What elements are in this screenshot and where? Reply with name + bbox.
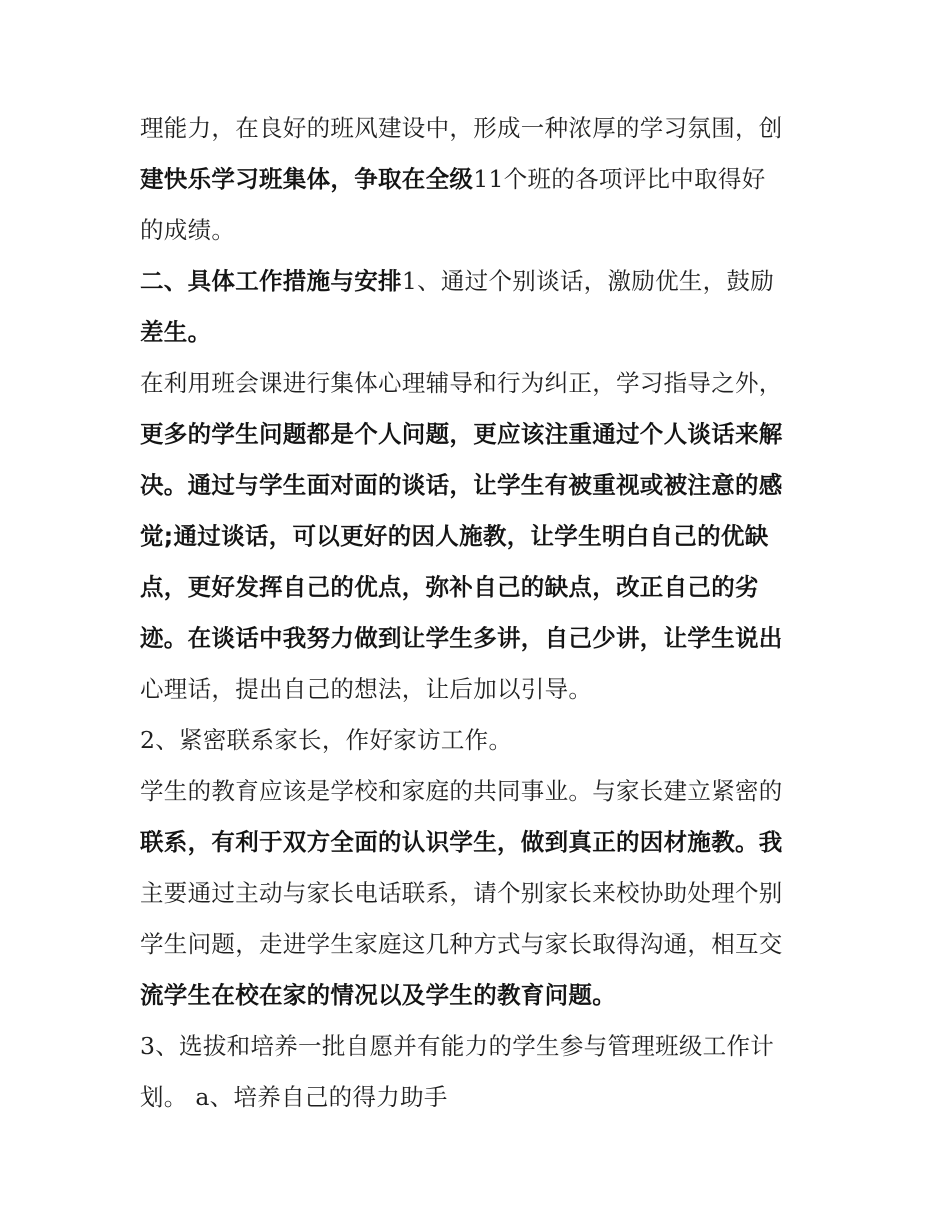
text-line (140, 664, 820, 715)
text-line (140, 154, 820, 205)
text-line (140, 817, 820, 868)
text-segment: 1、通过个别谈话，激励优生，鼓励 (401, 267, 775, 295)
text-segment: 11个班的各项评比中取得好 (473, 165, 766, 193)
text-segment: 建快乐学习班集体，争取在全级 (140, 165, 474, 193)
text-segment: 点，更好发挥自己的优点，弥补自己的缺点，改正自己的劣 (140, 573, 759, 601)
text-line (140, 409, 820, 460)
text-segment: 差生。 (140, 318, 212, 346)
text-line (140, 307, 820, 358)
text-segment: 2、紧密联系家长，作好家访工作。 (140, 726, 513, 754)
text-line (140, 562, 820, 613)
text-line (140, 715, 820, 766)
text-segment: 心理话，提出自己的想法，让后加以引导。 (140, 675, 593, 703)
text-line (140, 868, 820, 919)
text-line (140, 205, 820, 256)
text-segment: 二、具体工作措施与安排 (140, 267, 402, 295)
text-segment: 联系，有利于双方全面的认识学生，做到真正的因材施教。我 (140, 828, 783, 856)
text-segment: 3、选拔和培养一批自愿并有能力的学生参与管理班级工作计 (140, 1032, 775, 1060)
text-segment: 更多的学生问题都是个人问题，更应该注重通过个人谈话来解 (140, 420, 783, 448)
text-segment: 迹。在谈话中我努力做到让学生多讲，自己少讲，让学生说出 (140, 624, 783, 652)
text-line (140, 256, 820, 307)
text-segment: 学生的教育应该是学校和家庭的共同事业。与家长建立紧密的 (140, 777, 783, 805)
text-segment: 划。 a、培养自己的得力助手 (140, 1083, 448, 1111)
text-segment: 主要通过主动与家长电话联系，请个别家长来校协助处理个别 (140, 879, 783, 907)
document-body (140, 103, 820, 1123)
text-segment: 的成绩。 (140, 216, 236, 244)
text-segment: 理能力，在良好的班风建设中，形成一种浓厚的学习氛围，创 (140, 114, 783, 142)
text-line (140, 1021, 820, 1072)
text-segment: 在利用班会课进行集体心理辅导和行为纠正，学习指导之外， (140, 369, 783, 397)
text-line (140, 103, 820, 154)
text-segment: 觉;通过谈话，可以更好的因人施教，让学生明白自己的优缺 (140, 522, 769, 550)
text-line (140, 970, 820, 1021)
text-line (140, 460, 820, 511)
text-line (140, 919, 820, 970)
text-line (140, 358, 820, 409)
text-line (140, 1072, 820, 1123)
text-segment: 流学生在校在家的情况以及学生的教育问题。 (140, 981, 616, 1009)
text-line (140, 613, 820, 664)
text-segment: 学生问题，走进学生家庭这几种方式与家长取得沟通，相互交 (140, 930, 783, 958)
text-segment: 决。通过与学生面对面的谈话，让学生有被重视或被注意的感 (140, 471, 783, 499)
text-line (140, 766, 820, 817)
text-line (140, 511, 820, 562)
